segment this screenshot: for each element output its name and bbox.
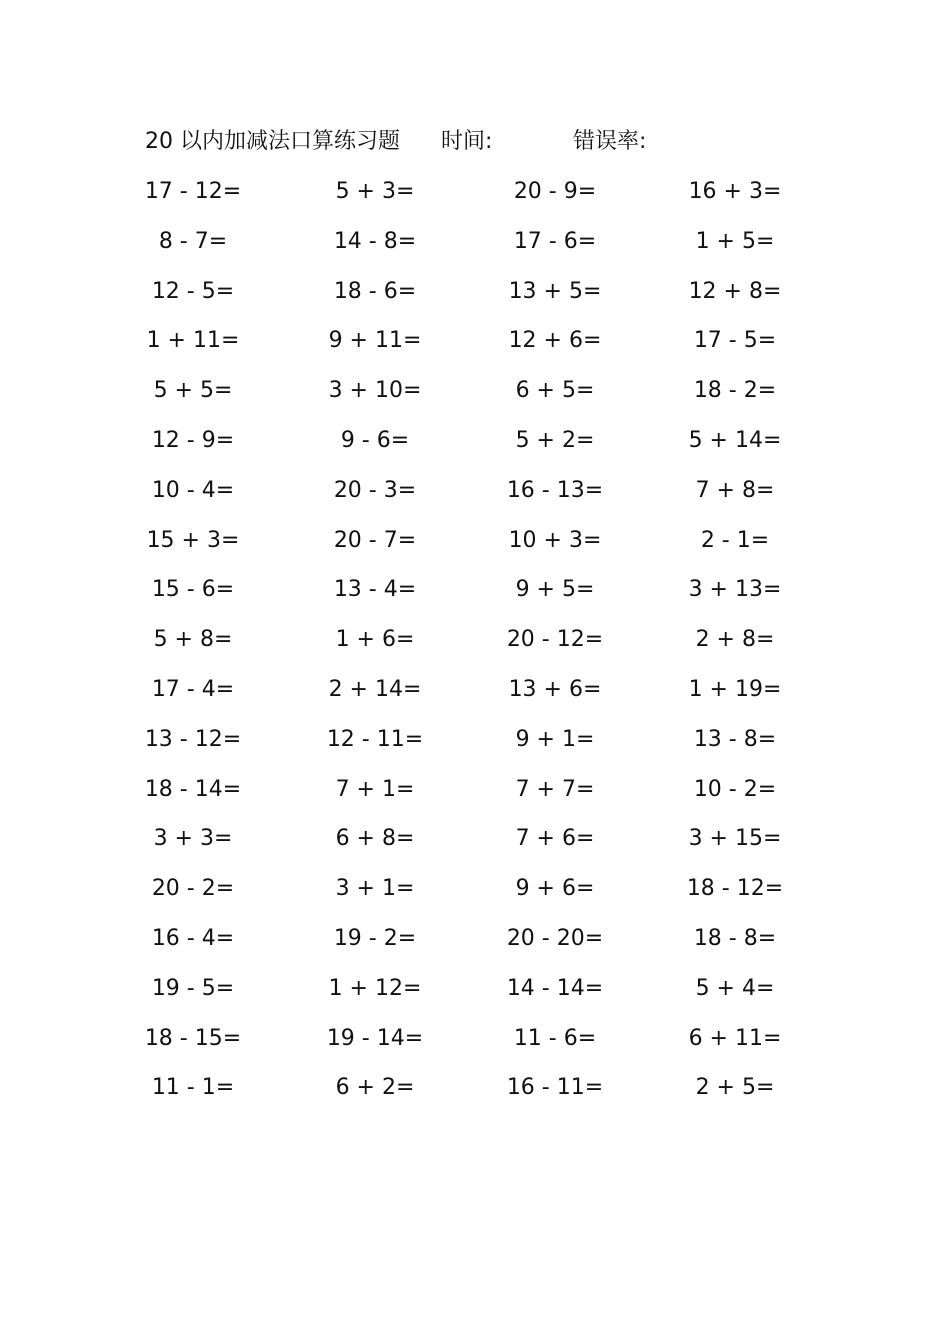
problem-item: 1 + 19=: [688, 677, 782, 702]
problem-row: [0, 469, 950, 513]
problem-item: 5 + 5=: [153, 378, 233, 404]
problem-item: 5 + 2=: [515, 428, 595, 453]
problem-row: [0, 1017, 950, 1061]
problem-item: 15 + 3=: [146, 527, 240, 553]
problem-row: [0, 270, 950, 314]
problem-item: 19 - 5=: [151, 975, 235, 1001]
problem-item: 5 + 3=: [335, 179, 415, 204]
problem-row: [0, 369, 950, 413]
problem-item: 9 + 5=: [515, 577, 595, 603]
problem-item: 15 - 6=: [151, 577, 235, 603]
problem-row: [0, 967, 950, 1011]
problem-item: 5 + 8=: [153, 627, 233, 653]
problem-item: 1 + 12=: [328, 975, 422, 1001]
problem-item: 13 - 4=: [333, 577, 417, 603]
problem-item: 5 + 4=: [695, 975, 775, 1001]
problem-item: 16 + 3=: [688, 179, 782, 204]
problem-item: 6 + 11=: [688, 1025, 782, 1051]
problem-item: 11 - 1=: [151, 1075, 235, 1101]
problem-item: 7 + 7=: [515, 776, 595, 802]
problem-item: 16 - 4=: [151, 926, 235, 951]
problem-row: [0, 170, 950, 214]
problem-item: 16 - 13=: [506, 477, 604, 503]
problem-item: 9 + 6=: [515, 876, 595, 902]
worksheet-title: 20 以内加减法口算练习题: [145, 129, 400, 154]
problem-item: 18 - 15=: [144, 1025, 242, 1051]
problem-row: [0, 568, 950, 612]
problem-item: 18 - 14=: [144, 776, 242, 802]
problem-item: 9 - 6=: [340, 428, 410, 453]
problem-item: 7 + 8=: [695, 477, 775, 503]
problem-item: 3 + 10=: [328, 378, 422, 404]
problem-row: [0, 867, 950, 911]
problem-row: [0, 668, 950, 712]
problem-item: 9 + 11=: [328, 328, 422, 354]
problem-item: 3 + 13=: [688, 577, 782, 603]
problem-item: 2 + 14=: [328, 677, 422, 702]
problem-row: [0, 618, 950, 662]
problem-item: 10 + 3=: [508, 527, 602, 553]
problem-item: 20 - 3=: [333, 477, 417, 503]
problem-item: 3 + 1=: [335, 876, 415, 902]
problem-item: 20 - 12=: [506, 627, 604, 653]
problem-item: 17 - 4=: [151, 677, 235, 702]
problem-item: 7 + 1=: [335, 776, 415, 802]
problem-item: 19 - 14=: [326, 1025, 424, 1051]
problem-item: 17 - 6=: [513, 228, 597, 254]
problem-item: 18 - 12=: [686, 876, 784, 902]
problem-item: 10 - 4=: [151, 477, 235, 503]
problem-item: 6 + 2=: [335, 1075, 415, 1101]
problem-item: 13 + 6=: [508, 677, 602, 702]
problem-item: 5 + 14=: [688, 428, 782, 453]
problem-item: 13 + 5=: [508, 278, 602, 304]
problem-item: 14 - 8=: [333, 228, 417, 254]
problem-item: 17 - 5=: [693, 328, 777, 354]
problem-item: 2 - 1=: [700, 527, 770, 553]
problem-item: 19 - 2=: [333, 926, 417, 951]
problem-row: [0, 319, 950, 363]
problem-item: 1 + 11=: [146, 328, 240, 354]
problem-item: 1 + 5=: [695, 228, 775, 254]
problem-item: 2 + 5=: [695, 1075, 775, 1101]
problem-row: [0, 220, 950, 264]
problem-item: 3 + 15=: [688, 826, 782, 852]
problem-item: 10 - 2=: [693, 776, 777, 802]
error-rate-label: 错误率:: [573, 129, 647, 154]
problem-item: 7 + 6=: [515, 826, 595, 852]
problem-item: 16 - 11=: [506, 1075, 604, 1101]
problem-item: 12 + 8=: [688, 278, 782, 304]
problem-row: [0, 917, 950, 961]
problem-item: 12 + 6=: [508, 328, 602, 354]
problem-item: 13 - 12=: [144, 726, 242, 752]
problem-item: 6 + 8=: [335, 826, 415, 852]
problem-row: [0, 768, 950, 812]
problem-item: 18 - 8=: [693, 926, 777, 951]
problem-row: [0, 817, 950, 861]
problem-item: 8 - 7=: [158, 228, 228, 254]
problem-item: 2 + 8=: [695, 627, 775, 653]
problem-row: [0, 1066, 950, 1110]
time-label: 时间:: [441, 129, 493, 154]
problem-item: 20 - 9=: [513, 179, 597, 204]
problem-item: 20 - 20=: [506, 926, 604, 951]
problem-item: 12 - 5=: [151, 278, 235, 304]
problem-item: 3 + 3=: [153, 826, 233, 852]
problem-item: 6 + 5=: [515, 378, 595, 404]
problem-item: 11 - 6=: [513, 1025, 597, 1051]
problem-item: 12 - 11=: [326, 726, 424, 752]
problem-item: 18 - 6=: [333, 278, 417, 304]
problem-item: 17 - 12=: [144, 179, 242, 204]
problem-item: 12 - 9=: [151, 428, 235, 453]
problem-row: [0, 718, 950, 762]
problem-item: 13 - 8=: [693, 726, 777, 752]
problem-row: [0, 419, 950, 463]
problem-row: [0, 519, 950, 563]
problem-item: 20 - 7=: [333, 527, 417, 553]
problem-item: 18 - 2=: [693, 378, 777, 404]
problem-item: 1 + 6=: [335, 627, 415, 653]
problem-item: 9 + 1=: [515, 726, 595, 752]
problem-item: 14 - 14=: [506, 975, 604, 1001]
problem-item: 20 - 2=: [151, 876, 235, 902]
